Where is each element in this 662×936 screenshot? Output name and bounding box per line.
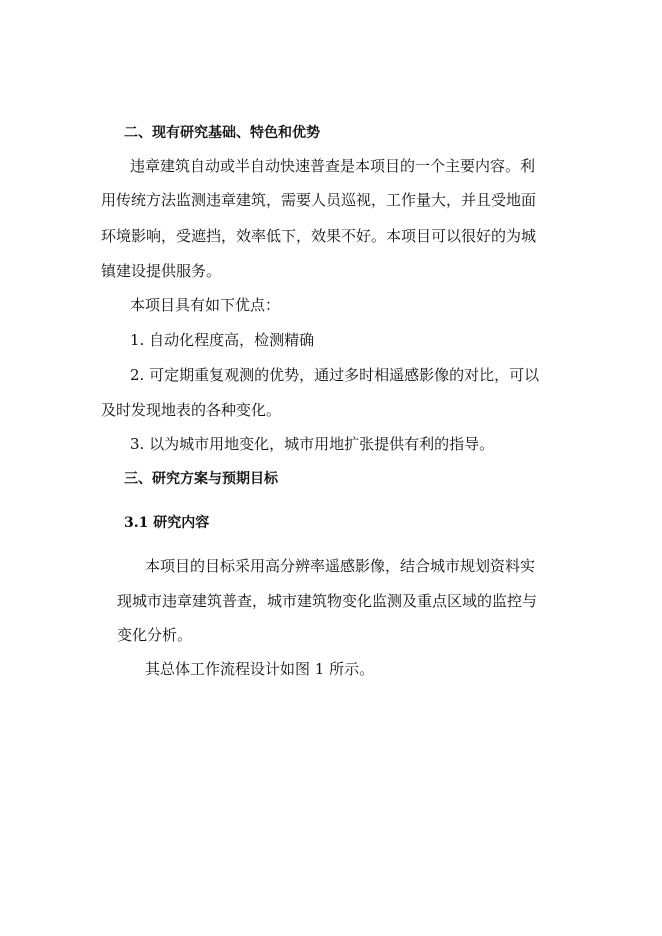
section-3-paragraph-line-1: 本项目的目标采用高分辨率遥感影像，结合城市规划资料实 xyxy=(145,557,536,575)
section-2-paragraph-line-2: 用传统方法监测违章建筑，需要人员巡视，工作量大，并且受地面 xyxy=(101,191,537,209)
section-2-heading: 二、现有研究基础、特色和优势 xyxy=(124,125,320,141)
advantage-item-1: 1. 自动化程度高，检测精确 xyxy=(130,331,315,349)
advantage-item-3: 3. 以为城市用地变化，城市用地扩张提供有利的指导。 xyxy=(130,435,495,453)
section-2-paragraph-line-1: 违章建筑自动或半自动快速普查是本项目的一个主要内容。利 xyxy=(130,157,536,175)
section-3-1-heading: 3.1 研究内容 xyxy=(124,515,210,531)
advantages-intro: 本项目具有如下优点： xyxy=(130,296,281,314)
section-2-paragraph-line-3: 环境影响，受遮挡，效率低下，效果不好。本项目可以很好的为城 xyxy=(101,227,537,245)
section-2-paragraph-line-4: 镇建设提供服务。 xyxy=(101,262,222,280)
workflow-reference: 其总体工作流程设计如图 1 所示。 xyxy=(145,660,375,678)
section-3-heading: 三、研究方案与预期目标 xyxy=(124,471,278,487)
section-3-paragraph-line-2: 现城市违章建筑普查，城市建筑物变化监测及重点区域的监控与 xyxy=(117,592,538,610)
advantage-item-2-line-2: 及时发现地表的各种变化。 xyxy=(101,401,282,419)
section-3-paragraph-line-3: 变化分析。 xyxy=(117,626,193,644)
advantage-item-2-line-1: 2. 可定期重复观测的优势，通过多时相遥感影像的对比，可以 xyxy=(130,366,540,384)
